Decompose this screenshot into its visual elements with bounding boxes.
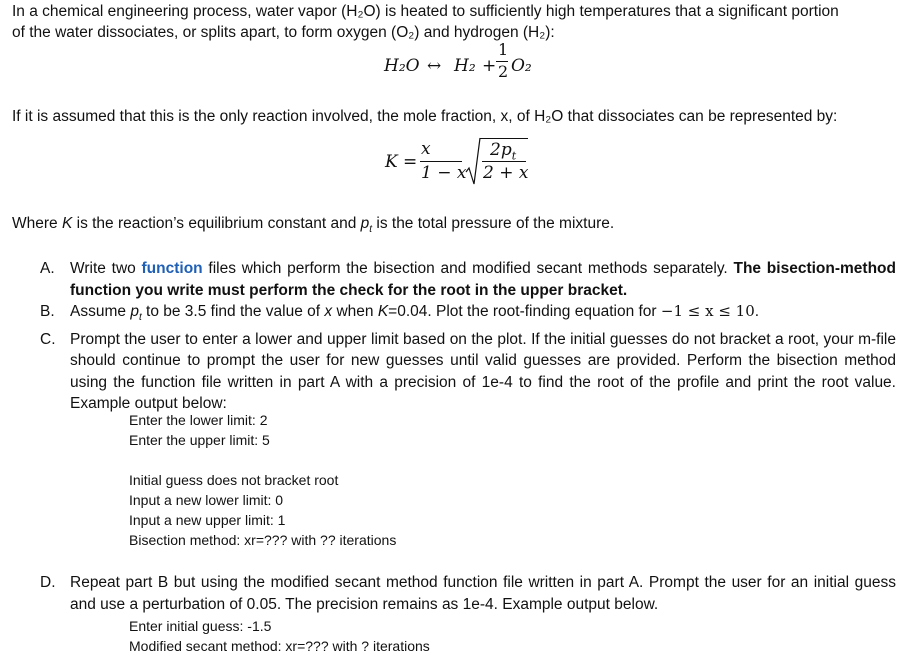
- output-line: Enter initial guess: -1.5: [129, 618, 272, 634]
- part-b-text-2: to be 3.5 find the value of: [141, 303, 325, 320]
- part-c-text: Prompt the user to enter a lower and upper limit based on the plot. If the initial guesses do not bracket a root, your m-file should continue to prompt the user for new guesses until valid guesses are provided. Perform the bisection method using the function file written in part A with a precision of 1e-4 to find the root of the profile and print the root value. Example output below:: [70, 330, 896, 413]
- equilibrium-equation: [385, 136, 545, 188]
- intro-line-1: In a chemical engineering process, water vapor (H₂O) is heated to sufficiently high temperatures that a significant portion: [12, 3, 839, 20]
- where-text: [12, 213, 614, 240]
- eq2-equals: =: [403, 152, 418, 172]
- eq1-frac-num: 1: [498, 40, 509, 59]
- part-a-letter: A.: [40, 260, 55, 277]
- part-c-output-1: [129, 410, 270, 450]
- part-b-text-3: when: [332, 303, 378, 320]
- where-K: K: [61, 215, 73, 232]
- dissociation-equation: [384, 40, 564, 80]
- part-d-output: [129, 616, 430, 656]
- eq2-sqrt-num-p: 2p: [490, 140, 512, 160]
- sqrt-radical-icon: [465, 136, 481, 188]
- part-b-text-4: =0.04. Plot the root-finding equation for: [388, 303, 661, 320]
- part-c-output-2: [129, 470, 396, 550]
- intro-line-2: of the water dissociates, or splits apart, to form oxygen (O₂) and hydrogen (H₂):: [12, 24, 555, 41]
- part-a-text-2: files which perform the bisection and modified secant methods separately.: [202, 260, 734, 277]
- task-list: [40, 258, 896, 415]
- sqrt-overline: [480, 138, 528, 139]
- part-b-text-1: Assume: [70, 303, 131, 320]
- eq2-K: K: [385, 152, 398, 172]
- part-b-K: K: [377, 303, 389, 320]
- task-list-d: [40, 572, 896, 615]
- sqrt-frac-bar: [482, 161, 526, 162]
- part-d-letter: D.: [40, 574, 56, 591]
- part-b-p: p: [130, 303, 139, 320]
- output-line: Input a new lower limit: 0: [129, 492, 284, 508]
- part-a: [40, 258, 896, 301]
- where-t: t: [369, 224, 373, 236]
- where-post: is the total pressure of the mixture.: [372, 215, 615, 232]
- eq1-frac-den: 2: [498, 62, 509, 81]
- output-line: Initial guess does not bracket root: [129, 472, 339, 488]
- output-line: Enter the upper limit: 5: [129, 432, 270, 448]
- where-mid: is the reaction’s equilibrium constant and: [72, 215, 361, 232]
- part-b-range: −1 ≤ x ≤ 10: [660, 302, 755, 320]
- where-pre: Where: [12, 215, 62, 232]
- assumption-text: If it is assumed that this is the only reaction involved, the mole fraction, x, of H₂O that dissociates can be represented by:: [12, 108, 838, 125]
- part-c-letter: C.: [40, 330, 56, 348]
- function-keyword: function: [141, 260, 203, 277]
- eq2-sqrt-den: 2 + x: [483, 163, 529, 183]
- part-b: [40, 301, 896, 329]
- eq1-arrow: ↔: [427, 56, 442, 76]
- where-p: p: [360, 215, 370, 232]
- eq2-sqrt-num-sub: t: [511, 149, 517, 163]
- part-b-x: x: [324, 303, 333, 320]
- eq2-den: 1 − x: [421, 163, 467, 183]
- eq2-sqrt-num: [490, 140, 516, 162]
- output-line: Bisection method: xr=??? with ?? iterations: [129, 532, 397, 548]
- eq1-rhs2: O₂: [511, 56, 532, 76]
- eq2-frac-bar: [420, 161, 462, 162]
- part-b-t: t: [138, 312, 142, 324]
- output-line: Enter the lower limit: 2: [129, 412, 268, 428]
- eq1-lhs: H₂O: [384, 56, 420, 76]
- eq2-num: x: [421, 139, 431, 159]
- part-b-text-5: .: [754, 303, 760, 320]
- part-a-bold: The bisection-method function you write must perform the check for the root in the upper bracket.: [70, 260, 896, 299]
- part-b-letter: B.: [40, 303, 55, 320]
- part-c: [40, 329, 896, 415]
- output-line: Modified secant method: xr=??? with ? iterations: [129, 638, 430, 654]
- part-d: [40, 572, 896, 615]
- eq1-rhs1: H₂: [454, 56, 476, 76]
- part-d-text: Repeat part B but using the modified secant method function file written in part A. Prompt the user for an initial guess and use a perturbation of 0.05. The precision remains as 1e-4. Example output below.: [70, 574, 896, 613]
- eq1-plus: +: [482, 56, 497, 76]
- output-line: Input a new upper limit: 1: [129, 512, 286, 528]
- part-a-text-1: Write two: [70, 260, 142, 277]
